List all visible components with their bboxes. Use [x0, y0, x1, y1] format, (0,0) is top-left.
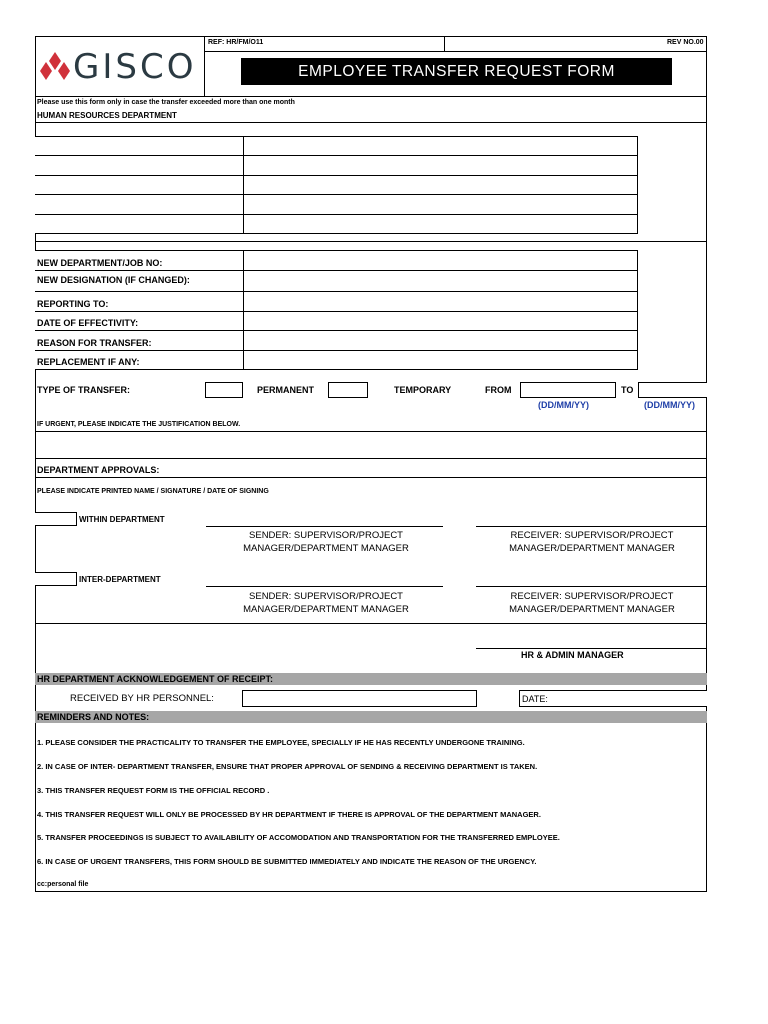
urgent-justification-label: IF URGENT, PLEASE INDICATE THE JUSTIFICATION BELOW. — [37, 421, 241, 428]
within-department-checkbox[interactable] — [35, 512, 77, 526]
work-location-field[interactable] — [244, 215, 637, 233]
rev-number: REV NO.00 — [667, 39, 704, 46]
reminder-item: 3. THIS TRANSFER REQUEST FORM IS THE OFFICIAL RECORD . — [37, 786, 270, 795]
reminder-item: 4. THIS TRANSFER REQUEST WILL ONLY BE PROCESSED BY HR DEPARTMENT IF THERE IS APPROVAL OF THE DEPARTMENT MANAGER. — [37, 810, 541, 819]
temporary-checkbox[interactable] — [328, 382, 368, 398]
received-by-label: RECEIVED BY HR PERSONNEL: — [70, 693, 214, 704]
reason-transfer-field[interactable] — [244, 331, 637, 349]
company-logo — [40, 47, 200, 87]
label-temporary: TEMPORARY — [394, 385, 452, 395]
reminder-item: 5. TRANSFER PROCEEDINGS IS SUBJECT TO AVAILABILITY OF ACCOMODATION AND TRANSPORTATION FOR THE TRANSFERRED EMPLOYEE. — [37, 833, 560, 842]
inter-department-label: INTER-DEPARTMENT — [79, 575, 161, 584]
new-department-field[interactable] — [244, 251, 637, 269]
designation-field[interactable] — [244, 176, 637, 194]
label-type-of-transfer: TYPE OF TRANSFER: — [37, 385, 131, 395]
form-title-text: EMPLOYEE TRANSFER REQUEST FORM — [298, 63, 615, 80]
file-number-field[interactable] — [244, 156, 637, 174]
hr-ack-heading: HR DEPARTMENT ACKNOWLEDGEMENT OF RECEIPT: — [37, 674, 273, 684]
label-replacement: REPLACEMENT IF ANY: — [37, 357, 140, 367]
reminder-item: 6. IN CASE OF URGENT TRANSFERS, THIS FORM SHOULD BE SUBMITTED IMMEDIATELY AND INDICATE THE REASON OF THE URGENCY. — [37, 857, 537, 866]
label-new-designation: NEW DESIGNATION (IF CHANGED): — [37, 275, 190, 285]
label-to: TO — [621, 385, 634, 395]
within-department-label: WITHIN DEPARTMENT — [79, 515, 165, 524]
date-received-label: DATE: — [522, 694, 548, 704]
cc-note: cc:personal file — [37, 881, 89, 888]
reminder-item: 2. IN CASE OF INTER- DEPARTMENT TRANSFER, ENSURE THAT PROPER APPROVAL OF SENDING & RECEIVING DEPARTMENT IS TAKEN. — [37, 762, 538, 771]
form-title — [241, 58, 672, 85]
label-permanent: PERMANENT — [257, 385, 315, 395]
new-designation-field[interactable] — [244, 271, 637, 290]
label-date-effectivity: DATE OF EFFECTIVITY: — [37, 318, 139, 328]
within-receiver-signature: RECEIVER: SUPERVISOR/PROJECT MANAGER/DEPARTMENT MANAGER — [509, 530, 675, 554]
inter-sender-signature: SENDER: SUPERVISOR/PROJECT MANAGER/DEPARTMENT MANAGER — [243, 591, 409, 615]
date-effectivity-field[interactable] — [244, 312, 637, 329]
label-reason-transfer: REASON FOR TRANSFER: — [37, 338, 152, 348]
approvals-heading: DEPARTMENT APPROVALS: — [37, 465, 160, 475]
received-by-field[interactable] — [242, 690, 477, 707]
permanent-checkbox[interactable] — [205, 382, 243, 398]
hr-admin-manager-signature: HR & ADMIN MANAGER — [521, 650, 624, 660]
reminders-heading: REMINDERS AND NOTES: — [37, 712, 150, 722]
employee-name-field[interactable] — [244, 137, 637, 155]
label-reporting-to: REPORTING TO: — [37, 299, 109, 309]
gisco-diamond-icon — [40, 50, 70, 84]
reporting-to-field[interactable] — [244, 292, 637, 310]
approvals-instruction: PLEASE INDICATE PRINTED NAME / SIGNATURE / DATE OF SIGNING — [37, 488, 269, 495]
ref-number: REF: HR/FM/O11 — [208, 39, 264, 46]
label-new-department: NEW DEPARTMENT/JOB NO: — [37, 258, 163, 268]
logo-text: GISCO — [73, 47, 197, 87]
current-department-field[interactable] — [244, 195, 637, 213]
department-heading: HUMAN RESOURCES DEPARTMENT — [37, 111, 177, 120]
within-sender-signature: SENDER: SUPERVISOR/PROJECT MANAGER/DEPARTMENT MANAGER — [243, 530, 409, 554]
label-from: FROM — [485, 385, 512, 395]
urgent-justification-field[interactable] — [36, 432, 706, 457]
inter-receiver-signature: RECEIVER: SUPERVISOR/PROJECT MANAGER/DEPARTMENT MANAGER — [509, 591, 675, 615]
inter-department-checkbox[interactable] — [35, 572, 77, 586]
replacement-field[interactable] — [244, 351, 637, 369]
reminder-item: 1. PLEASE CONSIDER THE PRACTICALITY TO TRANSFER THE EMPLOYEE, SPECIALLY IF HE HAS RECENTLY UNDERGONE TRAINING. — [37, 738, 525, 747]
from-date-field[interactable] — [520, 382, 616, 398]
from-date-format: (DD/MM/YY) — [538, 400, 589, 410]
to-date-format: (DD/MM/YY) — [644, 400, 695, 410]
to-date-field[interactable] — [638, 382, 707, 398]
usage-note: Please use this form only in case the transfer exceeded more than one month — [37, 99, 295, 106]
